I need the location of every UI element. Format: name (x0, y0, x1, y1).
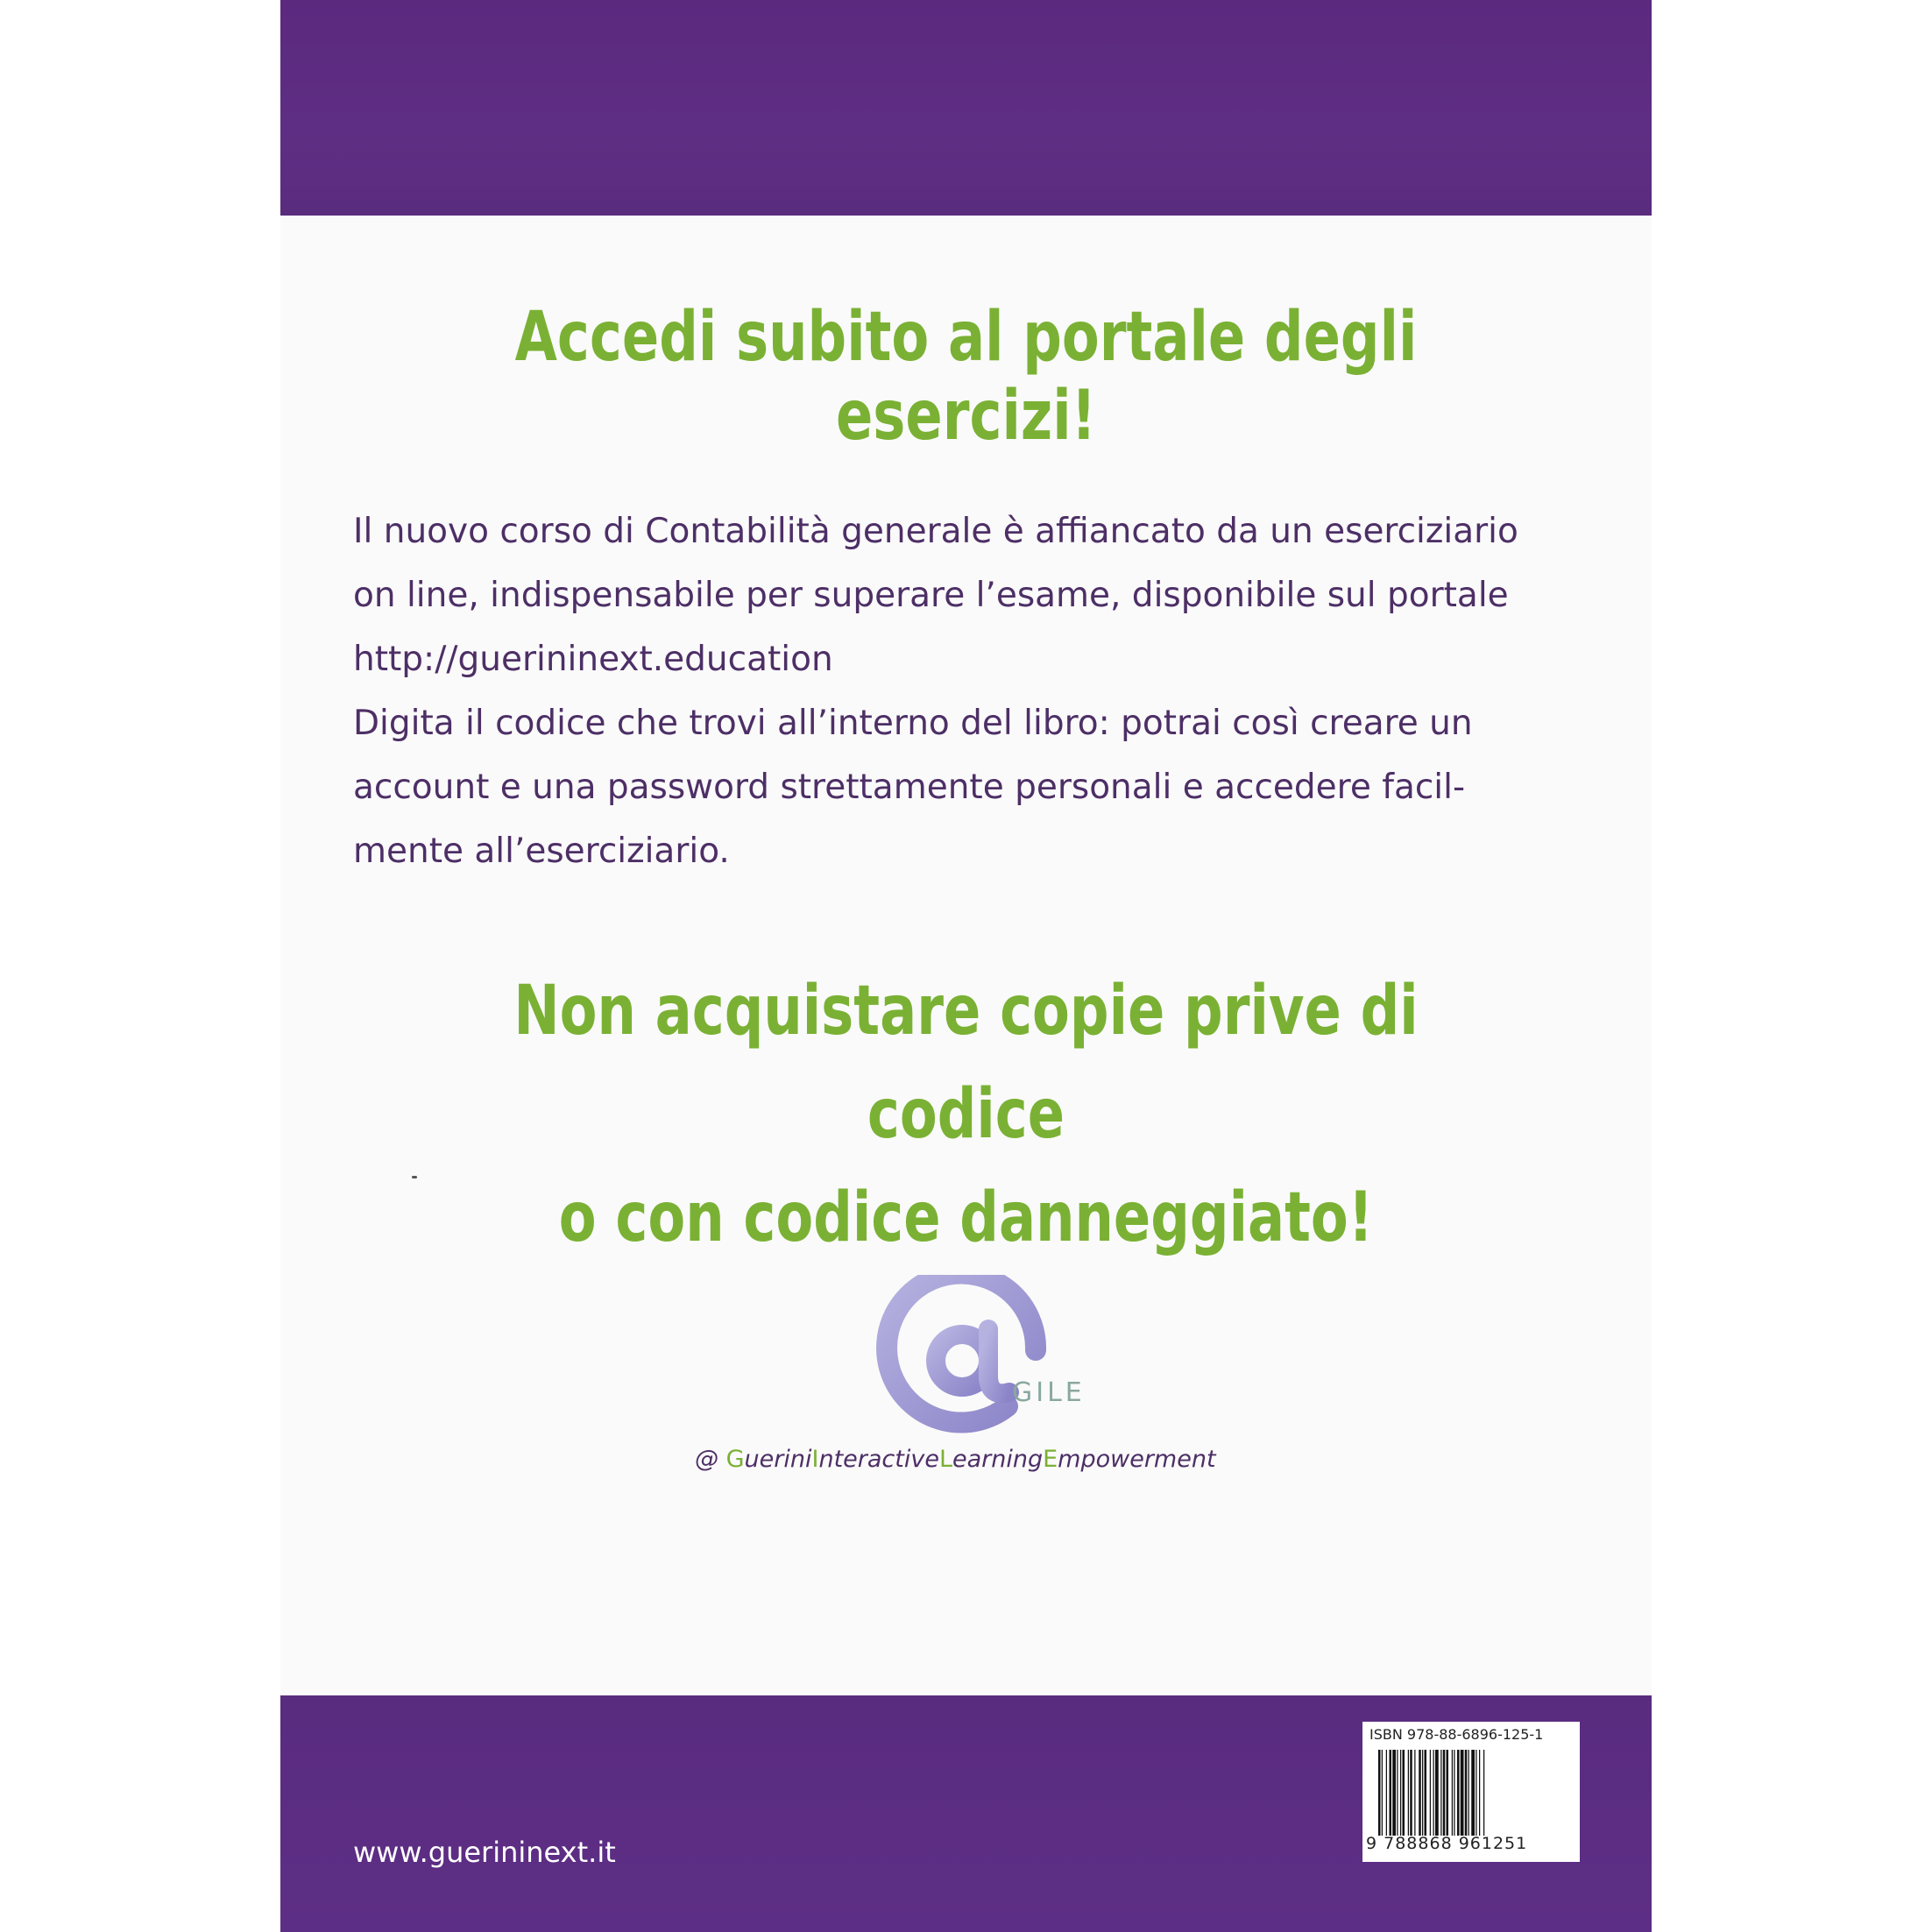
tagline-word: uerini (744, 1446, 812, 1473)
logo-gile-text: GILE (1012, 1377, 1086, 1408)
barcode-bar (1483, 1750, 1484, 1836)
top-purple-band (280, 0, 1652, 216)
barcode-bar (1403, 1750, 1405, 1836)
barcode-bar (1447, 1750, 1449, 1836)
warning-line-2: o con codice danneggiato! (558, 1178, 1374, 1257)
barcode-bar (1468, 1750, 1469, 1836)
barcode-bar (1392, 1750, 1396, 1836)
warning-line-1: Non acquistare copie prive di codice (513, 972, 1419, 1154)
body-line: Digita il codice che trovi all’interno del libro: potrai così creare un (353, 704, 1473, 743)
tagline-word: nteractive (818, 1446, 939, 1473)
isbn-text: ISBN 978-88-6896-125-1 (1369, 1726, 1544, 1743)
barcode-bar (1440, 1750, 1441, 1836)
portal-url[interactable]: http://guerininext.education (353, 640, 833, 679)
publisher-website-link[interactable]: www.guerininext.it (353, 1836, 616, 1869)
bottom-purple-band (280, 1695, 1652, 1932)
body-line: Il nuovo corso di Contabilità generale è affiancato da un eserciziario (353, 512, 1518, 551)
barcode-bar (1422, 1750, 1423, 1836)
body-paragraph (353, 499, 1580, 883)
body-line: account e una password strettamente personali e accedere facil- (353, 768, 1466, 807)
tagline-cap: L (938, 1446, 952, 1473)
at-sign-logo-icon (876, 1275, 1051, 1450)
gile-tagline (695, 1446, 1238, 1473)
barcode-bar (1419, 1750, 1421, 1836)
barcode-bar (1452, 1750, 1453, 1836)
headline-warning (418, 959, 1515, 1270)
barcode-bar (1433, 1750, 1434, 1836)
barcode-bar (1465, 1750, 1468, 1836)
barcode-bar (1386, 1750, 1387, 1836)
barcode-label (1362, 1722, 1580, 1862)
barcode-bar (1397, 1750, 1398, 1836)
tagline-word: earning (952, 1446, 1044, 1473)
barcode-bar (1471, 1750, 1475, 1836)
barcode-bar (1479, 1750, 1480, 1836)
body-line: mente all’eserciziario. (353, 832, 730, 871)
body-line: on line, indispensabile per superare l’esame, disponibile sul portale (353, 576, 1509, 615)
barcode-bar (1414, 1750, 1415, 1836)
barcode-bar (1400, 1750, 1401, 1836)
tagline-cap: I (811, 1446, 819, 1473)
barcode-bar (1390, 1750, 1392, 1836)
barcode-icon (1378, 1750, 1573, 1836)
barcode-bar (1378, 1750, 1381, 1836)
barcode-bar (1410, 1750, 1412, 1836)
barcode-bar (1461, 1750, 1464, 1836)
barcode-bar (1435, 1750, 1439, 1836)
barcode-bar (1382, 1750, 1383, 1836)
barcode-bar (1443, 1750, 1446, 1836)
tagline-prefix: @ (695, 1446, 726, 1473)
barcode-bar (1408, 1750, 1409, 1836)
barcode-bar (1425, 1750, 1427, 1836)
barcode-bar (1430, 1750, 1431, 1836)
print-speck (412, 1176, 417, 1178)
barcode-bar (1457, 1750, 1460, 1836)
tagline-cap: E (1043, 1446, 1058, 1473)
barcode-digits: 9 788868 961251 (1366, 1834, 1528, 1853)
book-back-cover (280, 0, 1652, 1932)
tagline-word: mpowerment (1058, 1446, 1216, 1473)
tagline-cap: G (725, 1446, 745, 1473)
headline-access-portal: Accedi subito al portale degli esercizi! (514, 298, 1418, 456)
